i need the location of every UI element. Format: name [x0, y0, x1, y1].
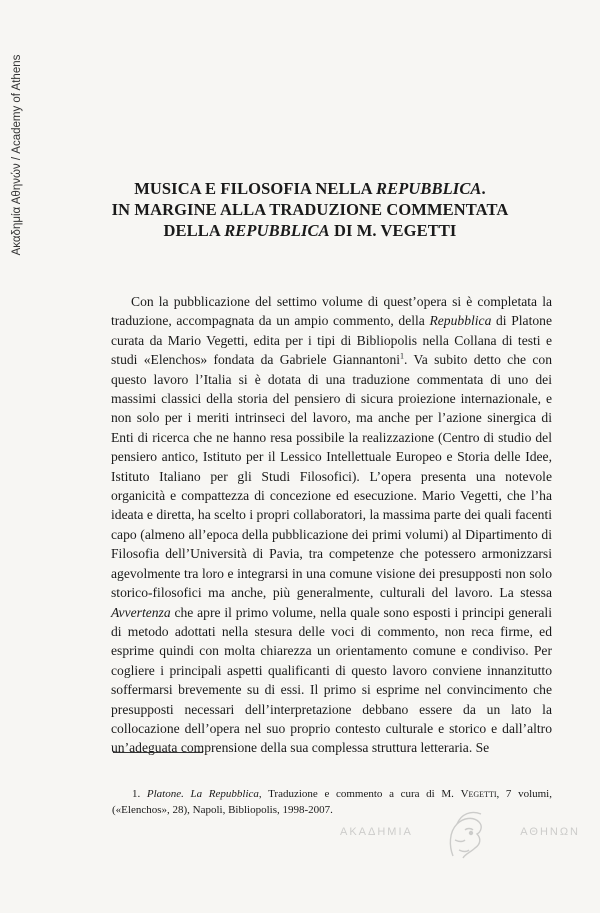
side-stamp-text: Ακαδημία Αθηνών / Academy of Athens [11, 54, 23, 256]
athena-head-icon [435, 806, 495, 866]
footnote-rule [113, 752, 203, 753]
footnote-1: 1. Platone. La Repubblica, Traduzione e commento a cura di M. Vegetti, 7 volumi, («Elenchos», 28), Napoli, Bibliopolis, 1998-2007. [112, 788, 552, 816]
archive-side-stamp [8, 40, 26, 270]
academy-watermark [340, 806, 580, 866]
watermark-text-left: ΑΚΑΔΗΜΙΑ [340, 826, 413, 838]
title-line-1: MUSICA E FILOSOFIA NELLA REPUBBLICA. [134, 179, 486, 198]
title-line-2: IN MARGINE ALLA TRADUZIONE COMMENTATA [111, 200, 509, 219]
watermark-text-right: ΑΘΗΝΩΝ [520, 826, 580, 838]
footnote-ref: 1 [400, 351, 405, 361]
body-text [111, 292, 552, 758]
title-line-3: DELLA REPUBBLICA DI M. VEGETTI [163, 221, 457, 240]
paragraph: Con la pubblicazione del settimo volume di quest’opera si è completata la traduzione, accompagnata da un ampio commento, della Repubblica di Platone curata da Mario Vegetti, edita per i tipi di Bibliopolis nella Collana di testi e studi «Elenchos» fondata da Gabriele Giannantoni$^1$. Va subito detto che con questo lavoro l’Italia si è dotata di una traduzione commentata di uno dei massimi classici della storia del pensiero di sicura proiezione internazionale, e non solo per i meriti intrinseci del lavoro, ma anche per l’azione sinergica di Enti di ricerca che ne hanno resa possibile la realizzazione (Centro di studio del pensiero antico, Istituto per il Lessico Intellettuale Europeo e Storia delle Idee, Istituto Italiano per gli Studi Filosofici). L’opera presenta una notevole organicità e compattezza di concezione ed esecuzione. Mario Vegetti, che l’ha ideata e diretta, ha scelto i propri collaboratori, la massima parte dei quali facenti capo (almeno all’epoca della pubblicazione dei primi volumi) al Dipartimento di Filosofia dell’Università di Pavia, tra competenze che potessero armonizzarsi agevolmente tra loro e integrarsi in una comune visione dei presupposti non solo storico-filosofici ma anche, più generalmente, culturali del lavoro. La stessa Avvertenza che apre il primo volume, nella quale sono esposti i principi generali di metodo adottati nella stesura delle voci di commento, non reca firme, ed esprime quindi con molta chiarezza un orientamento comune e condiviso. Per cogliere i principali aspetti qualificanti di questo lavoro conviene innanzitutto soffermarsi brevemente su di essi. Il primo si esprime nel convincimento che presupposti necessari dell’interpretazione debbano essere da un lato la collocazione dell’opera nel suo proprio contesto culturale e storico e dall’altro un’adeguata comprensione della sua complessa struttura letteraria. Se [111, 294, 552, 756]
article-title [80, 178, 540, 241]
